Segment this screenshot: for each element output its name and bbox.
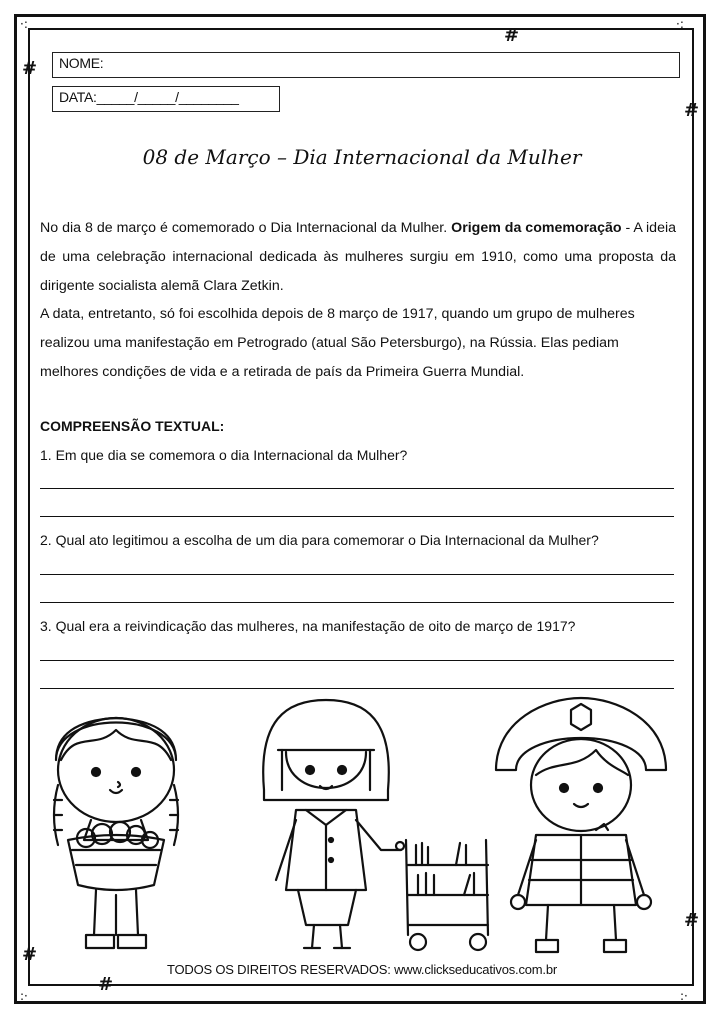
girl-with-book-cart bbox=[263, 700, 488, 950]
corner-dots-bl: :· bbox=[20, 989, 28, 1003]
border-mark-bottom: # bbox=[98, 974, 114, 995]
paragraph-date bbox=[40, 300, 676, 387]
date-field[interactable] bbox=[52, 86, 280, 112]
girl-firefighter bbox=[496, 698, 666, 952]
corner-dots-tr: ·: bbox=[676, 17, 684, 31]
paragraph-origin-text-b: - A ideia de uma celebração internacional dedicada às mulheres surgiu em 1910, como uma proposta da dirigente socialista alemã Clara Zetkin. bbox=[40, 220, 677, 294]
answer-line[interactable] bbox=[40, 602, 674, 603]
paragraph-origin-text-a: No dia 8 de março é comemorado o Dia Internacional da Mulher. bbox=[40, 220, 452, 236]
children-illustration bbox=[36, 690, 686, 960]
copyright-footer: TODOS OS DIREITOS RESERVADOS: www.clickseducativos.com.br bbox=[166, 962, 558, 977]
paragraph-origin bbox=[40, 214, 676, 301]
answer-line[interactable] bbox=[40, 660, 674, 661]
border-mark-left-top: # bbox=[22, 58, 38, 79]
comprehension-heading: COMPREENSÃO TEXTUAL: bbox=[40, 418, 225, 434]
border-mark-right-bottom: # bbox=[684, 910, 700, 931]
date-label: DATA:_____/_____/________ bbox=[59, 89, 239, 105]
corner-dots-br: :· bbox=[680, 989, 688, 1003]
corner-dots-tl: ·: bbox=[20, 17, 28, 31]
answer-line[interactable] bbox=[40, 688, 674, 689]
border-mark-top: # bbox=[504, 25, 520, 46]
paragraph-origin-bold: Origem da comemoração bbox=[451, 220, 622, 236]
page-title: 08 de Março – Dia Internacional da Mulher bbox=[142, 145, 582, 169]
name-label: NOME: bbox=[59, 55, 104, 71]
girl-with-basket bbox=[54, 718, 178, 948]
border-mark-left-bottom: # bbox=[22, 944, 38, 965]
name-field[interactable] bbox=[52, 52, 680, 78]
question-2: 2. Qual ato legitimou a escolha de um dia para comemorar o Dia Internacional da Mulher? bbox=[40, 532, 599, 548]
answer-line[interactable] bbox=[40, 574, 674, 575]
question-3: 3. Qual era a reivindicação das mulheres, na manifestação de oito de março de 1917? bbox=[40, 618, 576, 634]
question-1: 1. Em que dia se comemora o dia Internacional da Mulher? bbox=[40, 447, 408, 463]
border-mark-right-top: # bbox=[684, 100, 700, 121]
answer-line[interactable] bbox=[40, 516, 674, 517]
answer-line[interactable] bbox=[40, 488, 674, 489]
paragraph-date-text: A data, entretanto, só foi escolhida depois de 8 março de 1917, quando um grupo de mulheres realizou uma manifestação em Petrogrado (atual São Petersburgo), na Rússia. Elas pediam melhores condições de vida e a retirada de país da Primeira Guerra Mundial. bbox=[40, 306, 635, 380]
